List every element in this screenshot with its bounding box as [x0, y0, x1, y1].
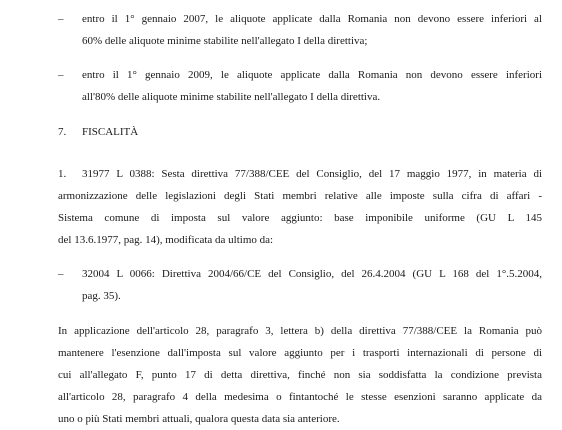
bullet-text-line: pag. 35).: [82, 290, 121, 302]
section-number: 7.: [58, 126, 67, 138]
section-title: FISCALITÀ: [82, 126, 139, 138]
bullet-text-line: 32004 L 0066: Direttiva 2004/66/CE del Consiglio, del 26.4.2004 (GU L 168 del 1°.5.2004,: [82, 268, 542, 280]
paragraph-line: 31977 L 0388: Sesta direttiva 77/388/CEE del Consiglio, del 17 maggio 1977, in materia di: [82, 168, 542, 180]
paragraph-line: uno o più Stati membri attuali, qualora questa data sia anteriore.: [58, 413, 340, 425]
paragraph-line: del 13.6.1977, pag. 14), modificata da ultimo da:: [58, 234, 274, 246]
bullet-text-line: all'80% delle aliquote minime stabilite nell'allegato I della direttiva.: [82, 91, 381, 103]
paragraph-line: mantenere l'esenzione dall'imposta sul valore aggiunto per i trasporti internazionali di persone di: [58, 347, 542, 359]
bullet-dash: –: [58, 268, 64, 280]
paragraph-line: all'articolo 28, paragrafo 4 della medesima o fintantoché le stesse esenzioni saranno applicate da: [58, 391, 542, 403]
bullet-dash: –: [58, 69, 64, 81]
bullet-dash: –: [58, 13, 64, 25]
bullet-text-line: 60% delle aliquote minime stabilite nell'allegato I della direttiva;: [82, 35, 368, 47]
paragraph-line: armonizzazione delle legislazioni degli Stati membri relative alle imposte sulla cifra di affari -: [58, 190, 542, 202]
paragraph-line: In applicazione dell'articolo 28, paragrafo 3, lettera b) della direttiva 77/388/CEE la Romania può: [58, 325, 542, 337]
paragraph-line: Sistema comune di imposta sul valore aggiunto: base imponibile uniforme (GU L 145: [58, 212, 542, 224]
bullet-text-line: entro il 1° gennaio 2009, le aliquote applicate dalla Romania non devono essere inferiori: [82, 69, 542, 81]
item-number: 1.: [58, 168, 67, 180]
paragraph-line: cui all'allegato F, punto 17 di detta direttiva, finché non sia soddisfatta la condizione prevista: [58, 369, 542, 381]
bullet-text-line: entro il 1° gennaio 2007, le aliquote applicate dalla Romania non devono essere inferiori al: [82, 13, 542, 25]
